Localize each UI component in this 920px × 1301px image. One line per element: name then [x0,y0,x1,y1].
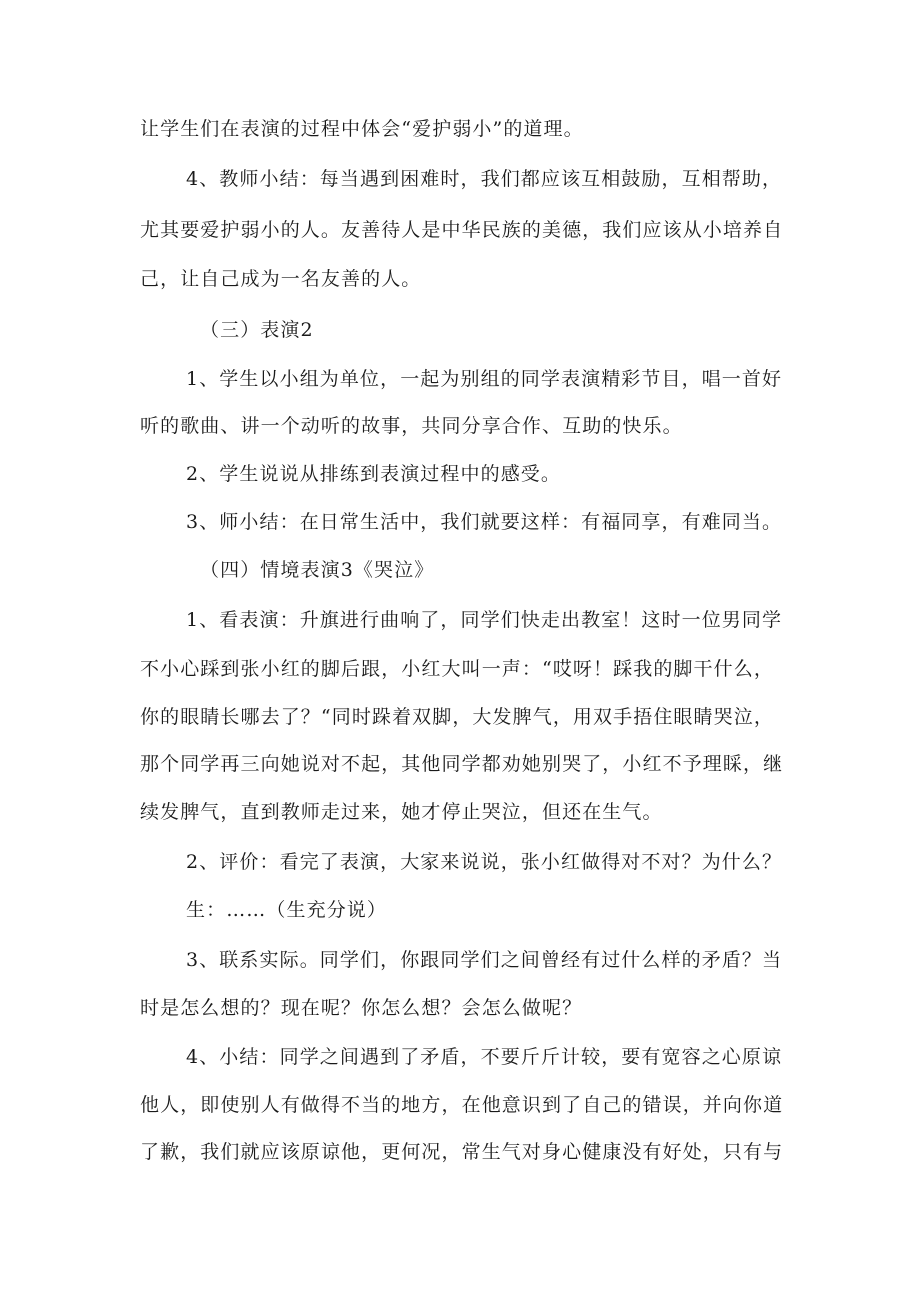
text-line: 那个同学再三向她说对不起，其他同学都劝她别哭了，小红不予理睬，继 [140,753,784,775]
text-line: 尤其要爱护弱小的人。友善待人是中华民族的美德，我们应该从小培养自 [140,219,784,241]
section-heading: （四）情境表演3《哭泣》 [200,559,435,581]
text-line: 你的眼睛长哪去了？“同时跺着双脚，大发脾气，用双手捂住眼睛哭泣， [140,706,774,728]
text-line: 己，让自己成为一名友善的人。 [140,268,422,290]
text-line: 让学生们在表演的过程中体会“爱护弱小”的道理。 [140,118,584,140]
text-line: 生：……（生充分说） [186,899,388,921]
text-line: 3、联系实际。同学们，你跟同学们之间曾经有过什么样的矛盾？当 [186,949,783,971]
text-line: 3、师小结：在日常生活中，我们就要这样：有福同享，有难同当。 [186,511,783,533]
text-line: 2、学生说说从排练到表演过程中的感受。 [186,463,561,485]
text-line: 听的歌曲、讲一个动听的故事，共同分享合作、互助的快乐。 [140,415,683,437]
text-line: 1、学生以小组为单位，一起为别组的同学表演精彩节目，唱一首好 [186,368,783,390]
text-line: 他人，即使别人有做得不当的地方，在他意识到了自己的错误，并向你道 [140,1094,784,1116]
text-line: 4、教师小结：每当遇到困难时，我们都应该互相鼓励，互相帮助， [186,168,783,190]
text-line: 4、小结：同学之间遇到了矛盾，不要斤斤计较，要有宽容之心原谅 [186,1046,783,1068]
text-line: 2、评价：看完了表演，大家来说说，张小红做得对不对？为什么？ [186,851,783,873]
text-line: 1、看表演：升旗进行曲响了，同学们快走出教室！这时一位男同学 [186,609,783,631]
text-line: 了歉，我们就应该原谅他，更何况，常生气对身心健康没有好处，只有与 [140,1141,784,1163]
text-line: 续发脾气，直到教师走过来，她才停止哭泣，但还在生气。 [140,801,663,823]
text-line: 不小心踩到张小红的脚后跟，小红大叫一声：“哎呀！踩我的脚干什么， [140,658,774,680]
section-heading: （三）表演2 [200,319,314,341]
text-line: 时是怎么想的？现在呢？你怎么想？会怎么做呢？ [140,997,583,1019]
